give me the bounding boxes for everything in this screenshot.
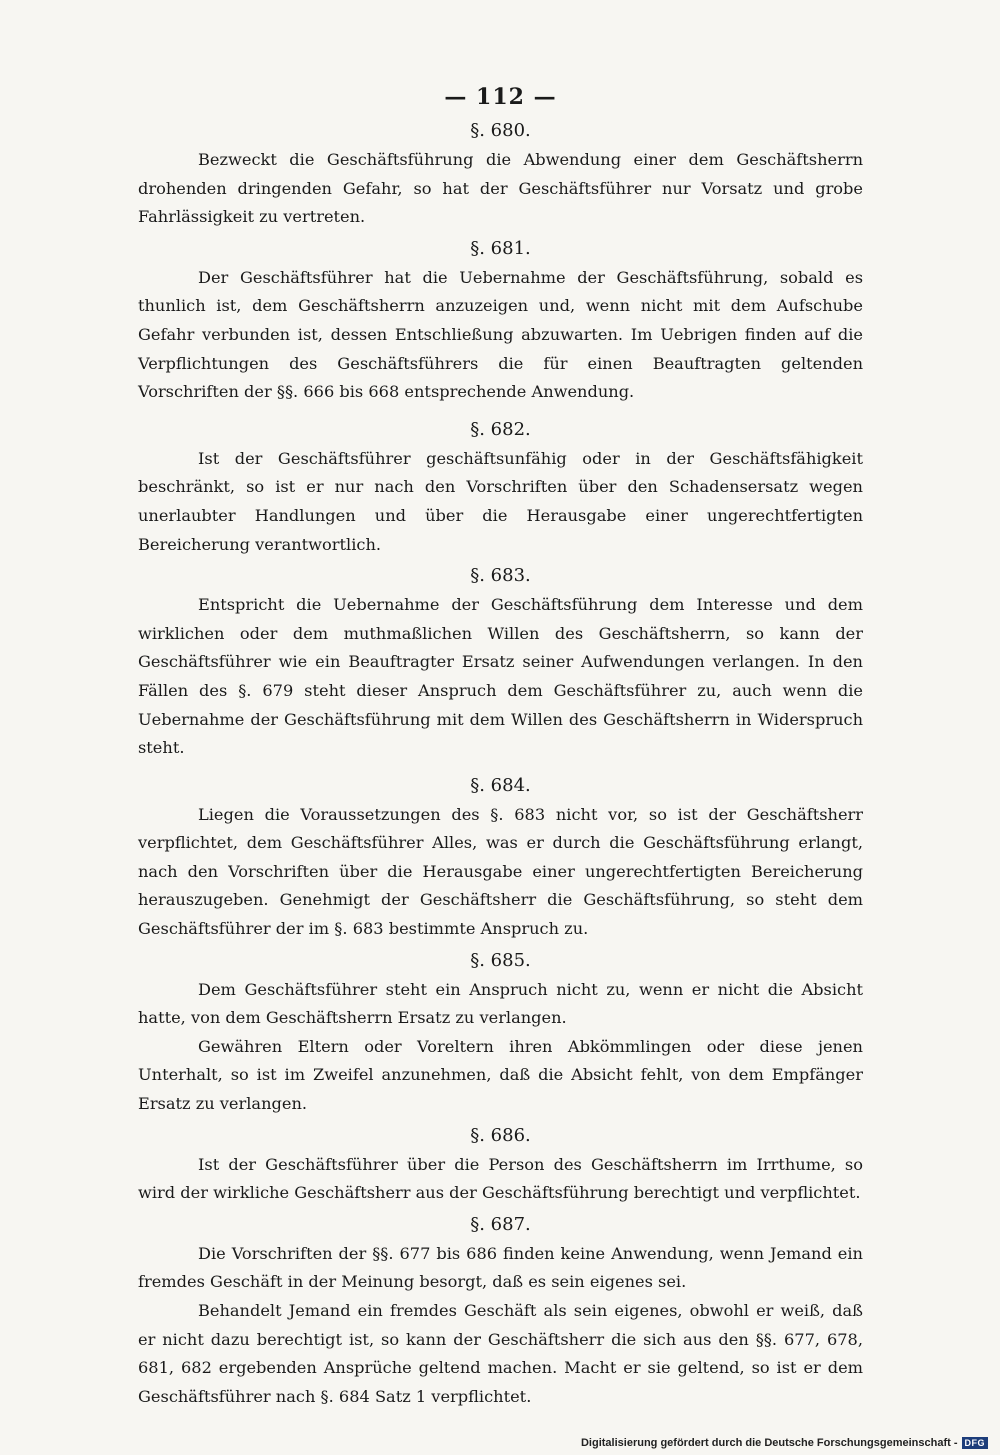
section-680 [138, 116, 863, 232]
section-heading: §. 683. [470, 565, 531, 587]
paragraph: Gewähren Eltern oder Voreltern ihren Abkömmlingen oder diese jenen Unterhalt, so ist im Zweifel anzunehmen, daß die Absicht fehlt, von dem Empfänger Ersatz zu verlangen. [138, 1036, 863, 1114]
digitization-credit [581, 1437, 988, 1449]
section-687 [138, 1210, 863, 1412]
paragraph: Bezweckt die Geschäftsführung die Abwendung einer dem Geschäftsherrn drohenden dringenden Gefahr, so hat der Geschäftsführer nur Vorsatz und grobe Fahrlässigkeit zu vertreten. [138, 150, 863, 227]
page-number: — 112 — [444, 84, 557, 110]
section-heading: §. 680. [470, 120, 531, 141]
paragraph: Dem Geschäftsführer steht ein Anspruch nicht zu, wenn er nicht die Absicht hatte, von dem Geschäftsherrn Ersatz zu verlangen. [138, 979, 863, 1028]
section-683 [138, 561, 863, 763]
section-684 [138, 771, 863, 944]
paragraph: Der Geschäftsführer hat die Uebernahme der Geschäftsführung, sobald es thunlich ist, dem Geschäftsherrn anzuzeigen und, wenn nicht mit dem Aufschube Gefahr verbunden ist, dessen Entschließung abzuwarten. Im Uebrigen finden auf die Verpflichtungen des Geschäftsführers die für einen Beauftragten geltenden Vorschriften der §§. 666 bis 668 entsprechende Anwendung. [138, 267, 863, 402]
section-686 [138, 1121, 863, 1208]
section-heading: §. 687. [470, 1213, 531, 1235]
credit-text: Digitalisierung gefördert durch die Deutsche Forschungsgemeinschaft - [580, 1437, 958, 1449]
spacer [138, 407, 863, 413]
section-685 [138, 946, 863, 1119]
section-682 [138, 415, 863, 559]
document-page [138, 80, 863, 1411]
section-heading: §. 684. [470, 774, 531, 796]
section-heading: §. 686. [470, 1124, 531, 1146]
section-heading: §. 685. [470, 949, 531, 971]
spacer [138, 763, 863, 769]
paragraph: Entspricht die Uebernahme der Geschäftsführung dem Interesse und dem wirklichen oder dem muthmaßlichen Willen des Geschäftsherrn, so kann der Geschäftsführer wie ein Beauftragter Ersatz seiner Aufwendungen verlangen. In den Fällen des §. 679 steht dieser Anspruch dem Geschäftsführer zu, auch wenn die Uebernahme der Geschäftsführung mit dem Willen des Geschäftsherrn in Widerspruch steht. [138, 595, 863, 758]
paragraph: Liegen die Voraussetzungen des §. 683 nicht vor, so ist der Geschäftsherr verpflichtet, dem Geschäftsführer Alles, was er durch die Geschäftsführung erlangt, nach den Vorschriften über die Herausgabe einer ungerechtfertigten Bereicherung herauszugeben. Genehmigt der Geschäftsherr die Geschäftsführung, so steht dem Geschäftsführer der im §. 683 bestimmte Anspruch zu. [138, 804, 863, 939]
section-heading: §. 681. [470, 237, 531, 259]
paragraph: Ist der Geschäftsführer über die Person des Geschäftsherrn im Irrthume, so wird der wirkliche Geschäftsherr aus der Geschäftsführung berechtigt und verpflichtet. [138, 1154, 863, 1203]
paragraph: Die Vorschriften der §§. 677 bis 686 finden keine Anwendung, wenn Jemand ein fremdes Geschäft in der Meinung besorgt, daß es sein eigenes sei. [138, 1243, 863, 1292]
paragraph: Behandelt Jemand ein fremdes Geschäft als sein eigenes, obwohl er weiß, daß er nicht dazu berechtigt ist, so kann der Geschäftsherr die sich aus den §§. 677, 678, 681, 682 ergebenden Ansprüche geltend machen. Macht er sie geltend, so ist er dem Geschäftsführer nach §. 684 Satz 1 verpflichtet. [138, 1301, 863, 1406]
paragraph: Ist der Geschäftsführer geschäftsunfähig oder in der Geschäftsfähigkeit beschränkt, so ist er nur nach den Vorschriften über den Schadensersatz wegen unerlaubter Handlungen und über die Herausgabe einer ungerechtfertigten Bereicherung verantwortlich. [138, 448, 863, 554]
section-heading: §. 682. [470, 418, 531, 440]
section-681 [138, 234, 863, 407]
dfg-logo-icon: DFG [962, 1437, 989, 1449]
